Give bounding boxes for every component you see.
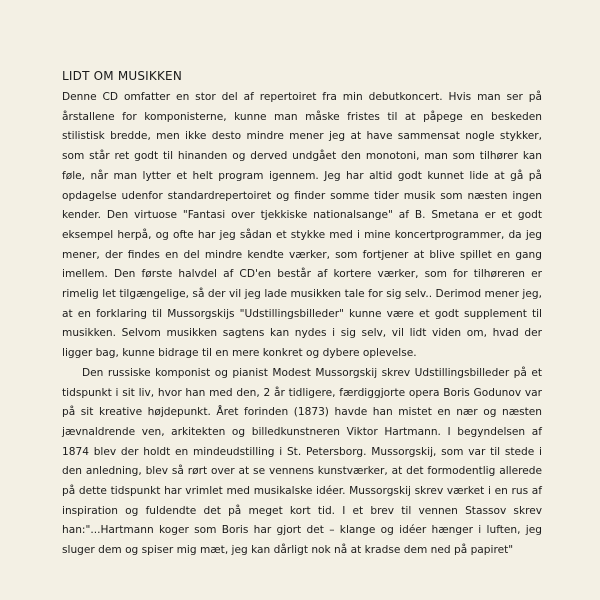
paragraph-mussorgsky: Den russiske komponist og pianist Modest Mussorgskij skrev Udstillingsbilleder på et tidspunkt i sit liv, hvor han med den, 2 år tidligere, færdiggjorte opera Boris Godunov var på sit kreative højdepunkt. Året forinden (1873) havde han mistet en nær og næsten jævnaldrende ven, arkitekten og billedkunstneren Viktor Hartmann. I begyndelsen af 1874 blev der holdt en mindeudstilling i St. Petersborg. Mussorgskij, som var til stede i den anledning, blev så rørt over at se vennens kunstværker, at det formodentlig allerede på dette tidspunkt har vrimlet med musikalske idéer. Mussorgskij skrev værket i en rus af inspiration og fuldendte det på meget kort tid. I et brev til vennen Stassov skrev han:"...Hartmann koger som Boris har gjort det – klange og idéer hænger i luften, jeg sluger dem og spiser mig mæt, jeg kan dårligt nok nå at kradse dem ned på papiret": [62, 366, 542, 557]
paragraph-intro: Denne CD omfatter en stor del af repertoiret fra min debutkoncert. Hvis man ser på årstallene for komponisterne, kunne man måske fristes til at påpege en beskeden stilistisk bredde, men ikke desto mindre mener jeg at have sammensat nogle stykker, som står ret godt til hinanden og derved undgået den monotoni, man som tilhører kan føle, når man lytter et helt program igennem. Jeg har altid godt kunnet lide at gå på opdagelse udenfor standardrepertoiret og finder somme tider musik som næsten ingen kender. Den virtuose "Fantasi over tjekkiske nationalsange" af B. Smetana er et godt eksempel herpå, og ofte har jeg sådan et stykke med i mine koncertprogrammer, da jeg mener, der findes en del mindre kendte værker, som fortjener at blive spillet en gang imellem. Den første halvdel af CD'en består af kortere værker, som for tilhøreren er rimelig let tilgængelige, så der vil jeg lade musikken tale for sig selv.. Derimod mener jeg, at en forklaring til Mussorgskijs "Udstillingsbilleder" kunne være et godt supplement til musikken. Selvom musikken sagtens kan nydes i sig selv, vil lidt viden om, hvad der ligger bag, kunne bidrage til en mere konkret og dybere oplevelse.: [62, 91, 542, 360]
section-heading: LIDT OM MUSIKKEN: [62, 69, 183, 83]
article: [62, 68, 542, 561]
